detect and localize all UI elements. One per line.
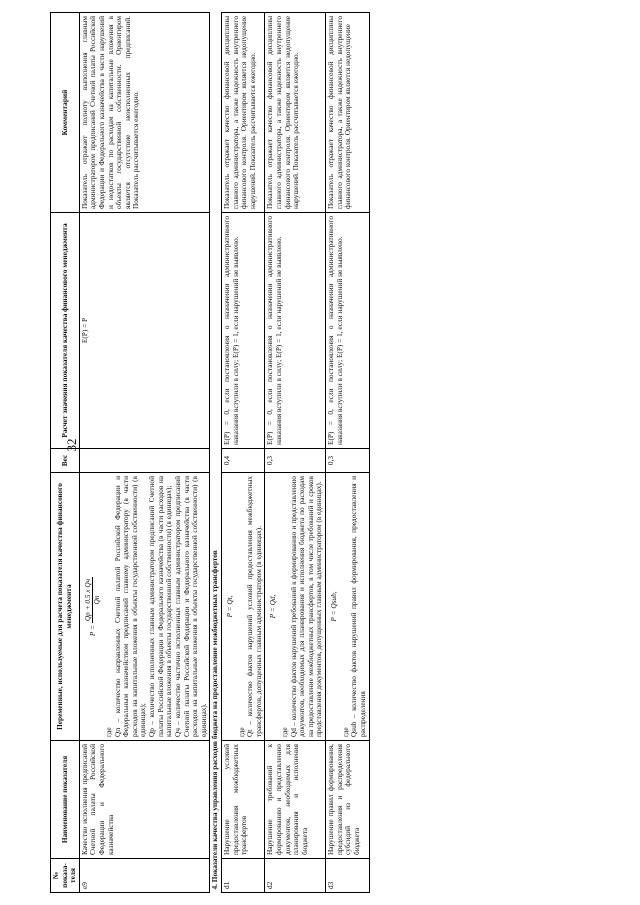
- header-weight: Вес: [51, 448, 80, 472]
- row-num: d3: [326, 858, 369, 892]
- table-header-row: [51, 12, 80, 892]
- section-heading: 4. Показатели качества управления расходов бюджета на предоставление межбюджетных трансфертов: [210, 12, 222, 892]
- row-vars: [221, 472, 264, 740]
- page-number: 32: [64, 438, 79, 452]
- row-comment: Показатель отражает качество финансовой дисциплины главного администратора, а также надежность внутреннего финансового контроля. Ориентиром является недопущение нарушений. Показатель рассчитывается ежегодно.: [265, 12, 326, 212]
- header-num: № показа-теля: [51, 858, 80, 892]
- row-comment: Показатель отражает качество финансовой дисциплины главного администратора, а также надежность внутреннего финансового контроля. Ориентиром является недопущение нарушений. Показатель рассчитывается ежегодно.: [221, 12, 264, 212]
- row-name: Нарушение условий предоставления межбюджетных трансфертов: [221, 740, 264, 858]
- table-row-d2: [265, 12, 326, 892]
- row-calc: E(P) = P: [79, 212, 210, 448]
- variable-desc: Qd – количество фактов нарушений требований к формированию и представлению документов, необходимых для планирования и исполнения бюджета по расходам на предоставление межбюджетных трансфертов, в том числе требований и сроков представления документов, допущенных главным администратором (в единицах).: [288, 475, 324, 737]
- formula-fraction: [84, 576, 102, 622]
- header-vars: Переменные, используемые для расчета показателя качества финансового менеджмента: [51, 472, 80, 740]
- formula: P = Qt,: [224, 594, 234, 618]
- row-calc: E(P) = 0, если постановления о назначении административного наказания вступили в силу; E(P) = 1, если нарушений не выявлено.: [265, 212, 326, 448]
- header-calc: Расчет значения показателя качества финансового менеджмента: [51, 212, 80, 448]
- row-calc: E(P) = 0, если постановления о назначении административного наказания вступили в силу; E(P) = 1, если нарушений не выявлено.: [221, 212, 264, 448]
- row-weight: 0,3: [326, 448, 369, 472]
- variable-desc: Qsub – количество фактов нарушений правил формирования, предоставления и распределения: [349, 475, 367, 737]
- row-name: Нарушение правил формирования, предоставления и распределения субсидий из федерального бюджета: [326, 740, 369, 858]
- row-comment: Показатель отражает качество финансовой дисциплины главного администратора, а также надежность внутреннего финансового контроля. Ориентиром является недопущение: [326, 12, 369, 212]
- row-num: d1: [221, 858, 264, 892]
- row-name: Нарушение требований к формированию и представлению документов, необходимых для планирования и исполнения бюджета: [265, 740, 326, 858]
- row-vars: [265, 472, 326, 740]
- row-vars: [79, 472, 210, 740]
- header-comment: Комментарий: [51, 12, 80, 212]
- formula: P = Qd,: [268, 594, 278, 618]
- variable-desc: Qч – количество частично исполненных главным администратором предписаний Счетной палаты Российской Федерации и Федерального казначейства (в части расходов на капитальные вложения в объекты государственной собственности) (в единицах).: [172, 475, 208, 737]
- where-label: где: [280, 726, 290, 737]
- section-heading-row: [210, 12, 222, 892]
- row-name: Качество исполнения предписаний Счетной палаты Российской Федерации и Федерального казначейства: [79, 740, 210, 858]
- variable-desc: Qt – количество фактов нарушений условий предоставления межбюджетных трансфертов, допущенных главным администратором (в единицах).: [245, 475, 263, 737]
- variable-desc: Qп – количество направленных Счетной палатой Российской Федерации и Федеральным казначейством предписаний главному администратору (в части расходов на капитальные вложения в объекты государственной собственности) (в единицах);: [112, 475, 148, 737]
- table-row-d1: [221, 12, 264, 892]
- row-weight: 0,3: [265, 448, 326, 472]
- header-name: Наименование показателя: [51, 740, 80, 858]
- table-row-e9: [79, 12, 210, 892]
- formula: P = Qsub,: [329, 590, 339, 622]
- rotated-table-sheet: [50, 13, 590, 893]
- row-calc: E(P) = 0, если постановления о назначении административного наказания вступили в силу; E(P) = 1, если нарушений не выявлено.: [326, 212, 369, 448]
- formula-numerator: Qp + 0.5 x Qч: [82, 578, 92, 621]
- row-num: е9: [79, 858, 210, 892]
- row-weight: [79, 448, 210, 472]
- formula-denominator: Qп: [92, 595, 102, 605]
- where-label: где: [104, 726, 114, 737]
- where-label: где: [236, 726, 246, 737]
- row-num: d2: [265, 858, 326, 892]
- variable-desc: Qр – количество исполненных главным администратором предписаний Счетной палаты Российской Федерации и Федерального казначейства (в части расходов на капитальные вложения в объекты государственной собственности) (в единицах);: [147, 475, 174, 737]
- formula-lhs: P =: [87, 624, 97, 636]
- where-label: где: [340, 726, 350, 737]
- indicators-table: [50, 12, 370, 893]
- row-comment: Показатель отражает полноту выполнения главным администратором предписаний Счетной палаты Российской Федерации и Федерального казначейства в части нарушений и недостатков по расходам на капитальные вложения в объекты государственной собственности. Ориентиром является отсутствие неисполненных предписаний. Показатель рассчитывается ежегодно.: [79, 12, 210, 212]
- row-weight: 0,4: [221, 448, 264, 472]
- row-vars: [326, 472, 369, 740]
- table-row-d3: [326, 12, 369, 892]
- formula: [81, 476, 105, 737]
